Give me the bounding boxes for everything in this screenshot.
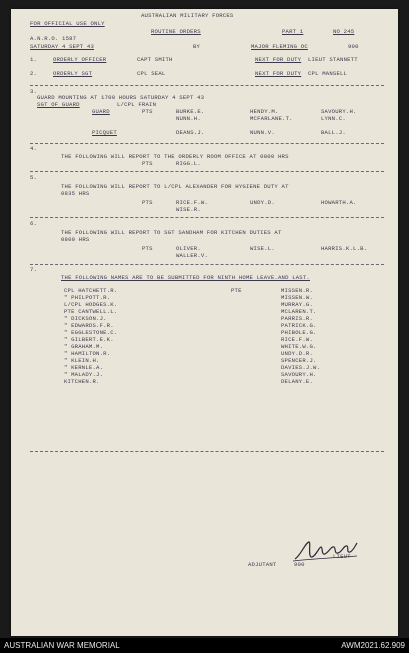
duty-name: RIGG.L. bbox=[176, 160, 201, 167]
next-for-duty-label: NEXT FOR DUTY bbox=[255, 56, 302, 63]
picquet-label: PICQUET bbox=[92, 129, 117, 136]
hygiene-duty-time: 0835 HRS bbox=[61, 190, 90, 197]
list-item: " DICKSON.J. bbox=[64, 315, 107, 322]
list-item: " HAMILTON.R. bbox=[64, 350, 111, 357]
divider bbox=[30, 171, 384, 172]
guard-mounting-text: GUARD MOUNTING AT 1700 HOURS SATURDAY 4 SEPT 43 bbox=[37, 94, 205, 101]
list-item: MISSEN.R. bbox=[281, 287, 314, 294]
duty-name: RICE.F.W. bbox=[176, 199, 209, 206]
orderly-officer-label: ORDERLY OFFICER bbox=[53, 56, 107, 63]
list-item: PARRIS.R. bbox=[281, 315, 314, 322]
duty-name: WISE.R. bbox=[176, 206, 201, 213]
next-for-duty-label: NEXT FOR DUTY bbox=[255, 70, 302, 77]
list-item: L/CPL HODGES.K. bbox=[64, 301, 118, 308]
list-item: WHITE.W.G. bbox=[281, 343, 317, 350]
official-use: FOR OFFICIAL USE ONLY bbox=[30, 20, 105, 27]
item-number: 2. bbox=[30, 70, 38, 77]
list-item: " GRAHAM.M. bbox=[64, 343, 104, 350]
divider bbox=[30, 85, 384, 86]
next-sgt-name: CPL MANSELL bbox=[308, 70, 348, 77]
duty-name: HARRIS.K.L.B. bbox=[321, 245, 368, 252]
list-item: " GILBERT.E.K. bbox=[64, 336, 114, 343]
duty-name: WISE.L. bbox=[250, 245, 275, 252]
list-item: DELANY.E. bbox=[281, 378, 314, 385]
orderly-room-text: THE FOLLOWING WILL REPORT TO THE ORDERLY ROOM OFFICE AT 0800 HRS bbox=[61, 153, 289, 160]
commanding-officer-code: 900 bbox=[348, 43, 359, 50]
guard-name: MCFARLANE.T. bbox=[250, 115, 293, 122]
item-number: 4. bbox=[30, 145, 38, 152]
by-label: BY bbox=[193, 43, 201, 50]
list-item: PTE CANTWELL.L. bbox=[64, 308, 118, 315]
kitchen-duty-text: THE FOLLOWING WILL REPORT TO SGT SANDHAM FOR KITCHEN DUTIES AT bbox=[61, 229, 282, 236]
signature-rank: LIEUT bbox=[333, 553, 351, 560]
hygiene-duty-text: THE FOLLOWING WILL REPORT TO L/CPL ALEXANDER FOR HYGIENE DUTY AT bbox=[61, 183, 289, 190]
item-number: 7. bbox=[30, 266, 38, 273]
divider bbox=[30, 143, 384, 144]
item-number: 6. bbox=[30, 220, 38, 227]
guard-name: BURKE.E. bbox=[176, 108, 205, 115]
doc-title: AUSTRALIAN MILITARY FORCES bbox=[141, 12, 234, 19]
footer-source: AUSTRALIAN WAR MEMORIAL bbox=[4, 641, 120, 650]
guard-name: LYNN.C. bbox=[321, 115, 346, 122]
item-number: 3. bbox=[30, 88, 38, 95]
orderly-sgt-name: CPL SEAL bbox=[137, 70, 166, 77]
routine-orders: ROUTINE ORDERS bbox=[151, 28, 201, 35]
unit-code: A.N.R.O. 1587 bbox=[30, 35, 77, 42]
list-item: SPENCER.J. bbox=[281, 357, 317, 364]
duty-name: HOWARTH.A. bbox=[321, 199, 357, 206]
list-item: UNDY.D.R. bbox=[281, 350, 314, 357]
list-item: " KLEIN.H. bbox=[64, 357, 100, 364]
signature-role: ADJUTANT bbox=[248, 561, 277, 568]
list-item: " KERNLE.A. bbox=[64, 364, 104, 371]
list-item: PHIBOLE.G. bbox=[281, 329, 317, 336]
guard-name: SAVOURY.H. bbox=[321, 108, 357, 115]
list-item: PATRICK.G. bbox=[281, 322, 317, 329]
leave-list-text: THE FOLLOWING NAMES ARE TO BE SUBMITTED FOR NINTH HOME LEAVE.AND LAST. bbox=[61, 274, 310, 281]
list-item: CPL HATCHETT.R. bbox=[64, 287, 118, 294]
pts-label: PTS bbox=[142, 199, 153, 206]
list-item: " EGGLESTONE.C. bbox=[64, 329, 118, 336]
divider bbox=[30, 451, 384, 452]
picquet-name: NUNN.V. bbox=[250, 129, 275, 136]
order-number: NO 245 bbox=[333, 28, 355, 35]
part-number: PART 1 bbox=[282, 28, 304, 35]
orderly-officer-name: CAPT SMITH bbox=[137, 56, 173, 63]
duty-name: UNDY.D. bbox=[250, 199, 275, 206]
sgt-of-guard-label: SGT OF GUARD bbox=[37, 101, 80, 108]
pte-label: PTE bbox=[231, 287, 242, 294]
picquet-name: BALL.J. bbox=[321, 129, 346, 136]
order-date: SATURDAY 4 SEPT 43 bbox=[30, 43, 95, 50]
duty-name: OLIVER. bbox=[176, 245, 201, 252]
kitchen-duty-time: 0800 HRS bbox=[61, 236, 90, 243]
guard-name: NUNN.H. bbox=[176, 115, 201, 122]
duty-name: WALLER.V. bbox=[176, 252, 209, 259]
list-item: SAVOURY.H. bbox=[281, 371, 317, 378]
document-page bbox=[11, 9, 398, 636]
item-number: 5. bbox=[30, 174, 38, 181]
list-item: DAVIES.J.W. bbox=[281, 364, 321, 371]
list-item: MURRAY.G. bbox=[281, 301, 314, 308]
divider bbox=[30, 264, 384, 265]
list-item: KITCHEN.R. bbox=[64, 378, 100, 385]
guard-name: HENDY.M. bbox=[250, 108, 279, 115]
footer-catalog-id: AWM2021.62.909 bbox=[341, 641, 405, 650]
picquet-name: DEANS.J. bbox=[176, 129, 205, 136]
pts-label: PTS bbox=[142, 245, 153, 252]
orderly-sgt-label: ORDERLY SGT bbox=[53, 70, 93, 77]
signature-code: 900 bbox=[294, 561, 305, 568]
list-item: " MALADY.J. bbox=[64, 371, 104, 378]
item-number: 1. bbox=[30, 56, 38, 63]
list-item: RICE.F.W. bbox=[281, 336, 314, 343]
list-item: " EDWARDS.F.R. bbox=[64, 322, 114, 329]
pts-label: PTS bbox=[142, 160, 153, 167]
sgt-of-guard-name: L/CPL FRAIN bbox=[117, 101, 157, 108]
list-item: " PHILPOTT.R. bbox=[64, 294, 111, 301]
commanding-officer: MAJOR FLEMING OC bbox=[251, 43, 308, 50]
guard-label: GUARD bbox=[92, 108, 110, 115]
list-item: MCLAREN.T. bbox=[281, 308, 317, 315]
divider bbox=[30, 217, 384, 218]
list-item: MISSEN.W. bbox=[281, 294, 314, 301]
pts-label: PTS bbox=[142, 108, 153, 115]
next-officer-name: LIEUT STANNETT bbox=[308, 56, 358, 63]
